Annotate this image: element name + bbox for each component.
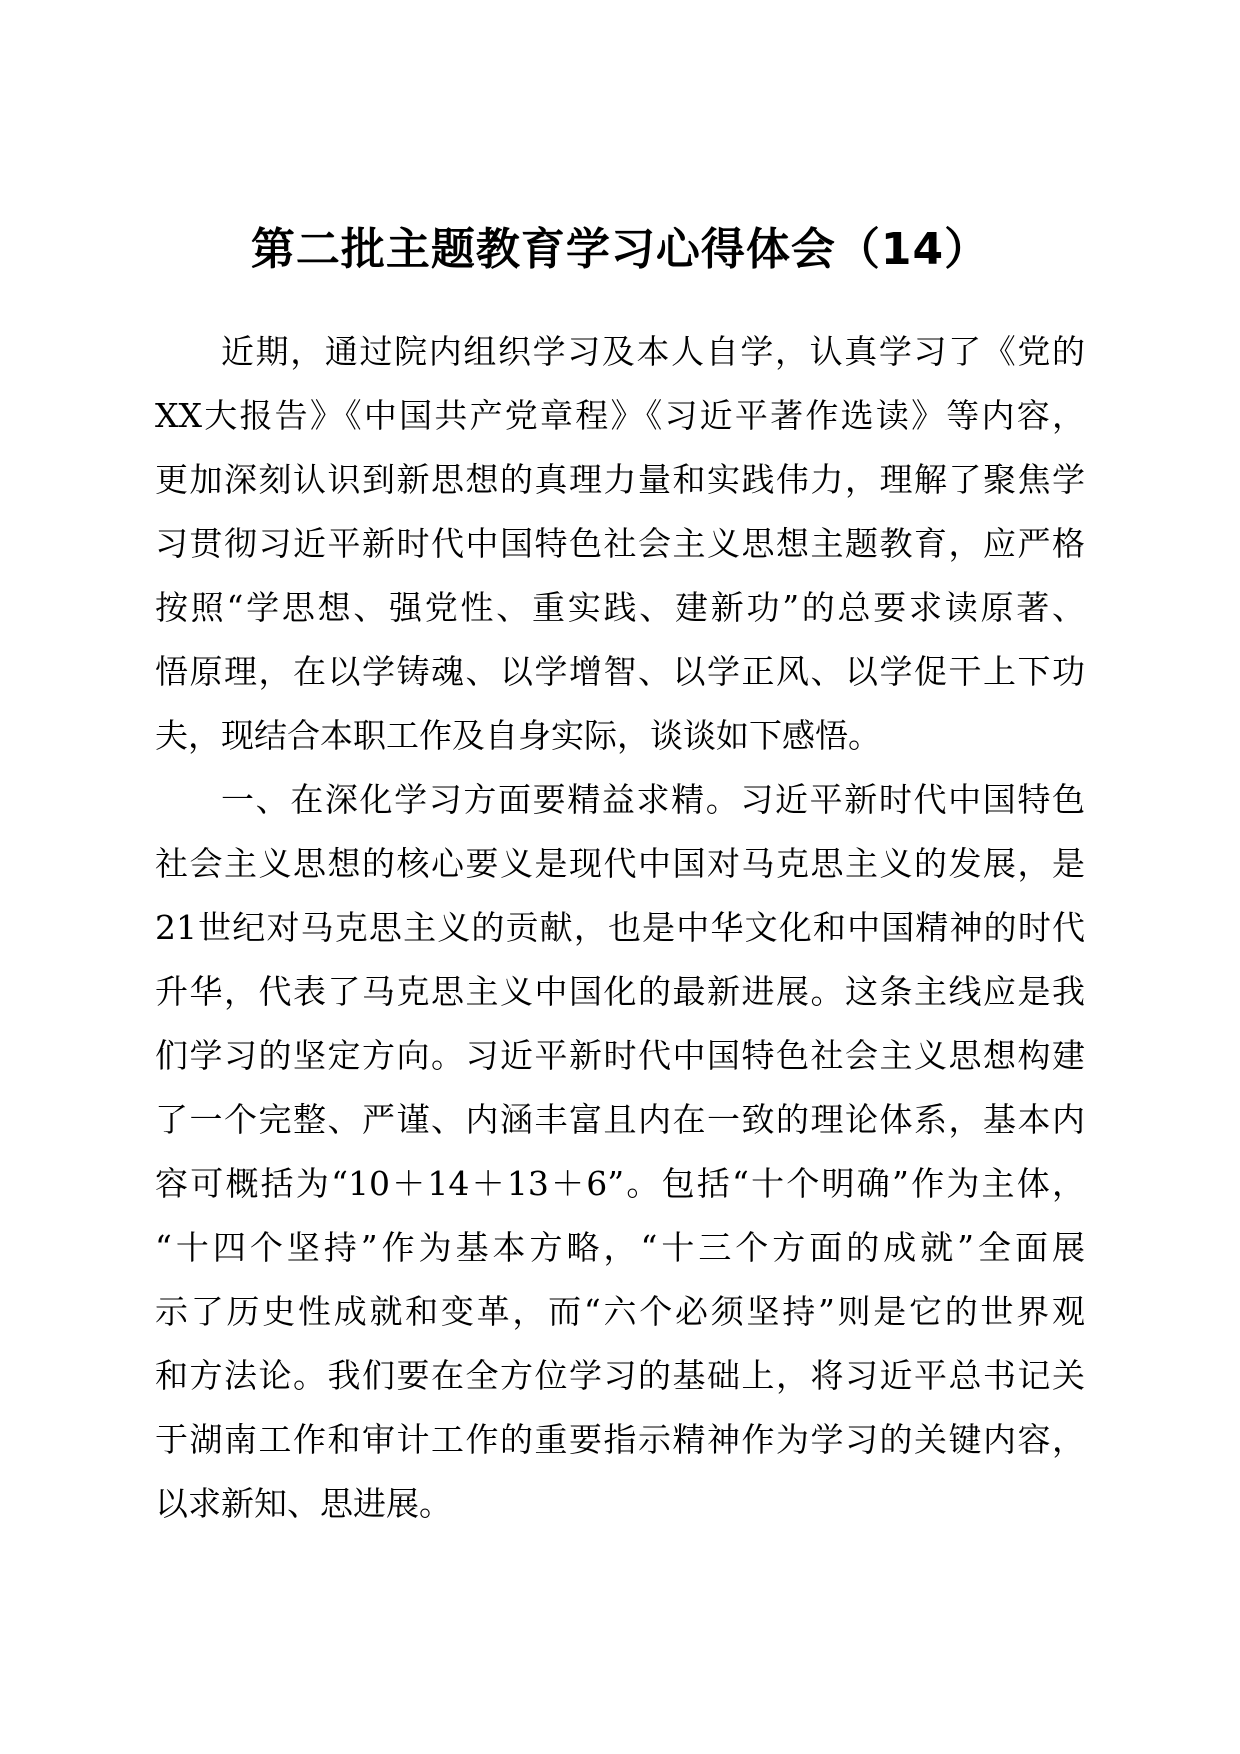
paragraph-line: 和方法论。我们要在全方位学习的基础上，将习近平总书记关	[155, 1356, 1085, 1395]
paragraph-line: 于湖南工作和审计工作的重要指示精神作为学习的关键内容，	[155, 1420, 1085, 1459]
paragraph-line: 升华，代表了马克思主义中国化的最新进展。这条主线应是我	[155, 972, 1085, 1011]
document-body	[155, 320, 1085, 1536]
paragraph-line: 更加深刻认识到新思想的真理力量和实践伟力，理解了聚焦学	[155, 460, 1085, 499]
paragraph-line: 21世纪对马克思主义的贡献，也是中华文化和中国精神的时代	[155, 908, 1085, 947]
paragraph-line: 悟原理，在以学铸魂、以学增智、以学正风、以学促干上下功	[155, 652, 1085, 691]
document-title: 第二批主题教育学习心得体会（14）	[250, 224, 990, 275]
paragraph-line: 近期，通过院内组织学习及本人自学，认真学习了《党的	[221, 332, 1085, 371]
paragraph-line: 夫，现结合本职工作及自身实际，谈谈如下感悟。	[155, 716, 881, 755]
paragraph-line: 一、在深化学习方面要精益求精。习近平新时代中国特色	[221, 780, 1085, 819]
paragraph-line: 们学习的坚定方向。习近平新时代中国特色社会主义思想构建	[155, 1036, 1085, 1075]
paragraph-line: XX大报告》《中国共产党章程》《习近平著作选读》等内容，	[155, 396, 1085, 435]
paragraph-line: 了一个完整、严谨、内涵丰富且内在一致的理论体系，基本内	[155, 1100, 1085, 1139]
paragraph-line: “十四个坚持”作为基本方略，“十三个方面的成就”全面展	[155, 1228, 1085, 1267]
paragraph-line: 示了历史性成就和变革，而“六个必须坚持”则是它的世界观	[155, 1292, 1085, 1331]
paragraph-line: 以求新知、思进展。	[155, 1484, 452, 1523]
paragraph-line: 习贯彻习近平新时代中国特色社会主义思想主题教育，应严格	[155, 524, 1085, 563]
paragraph-line: 容可概括为“10＋14＋13＋6”。包括“十个明确”作为主体，	[155, 1164, 1085, 1203]
paragraph-line: 社会主义思想的核心要义是现代中国对马克思主义的发展，是	[155, 844, 1085, 883]
paragraph-line: 按照“学思想、强党性、重实践、建新功”的总要求读原著、	[155, 588, 1085, 627]
